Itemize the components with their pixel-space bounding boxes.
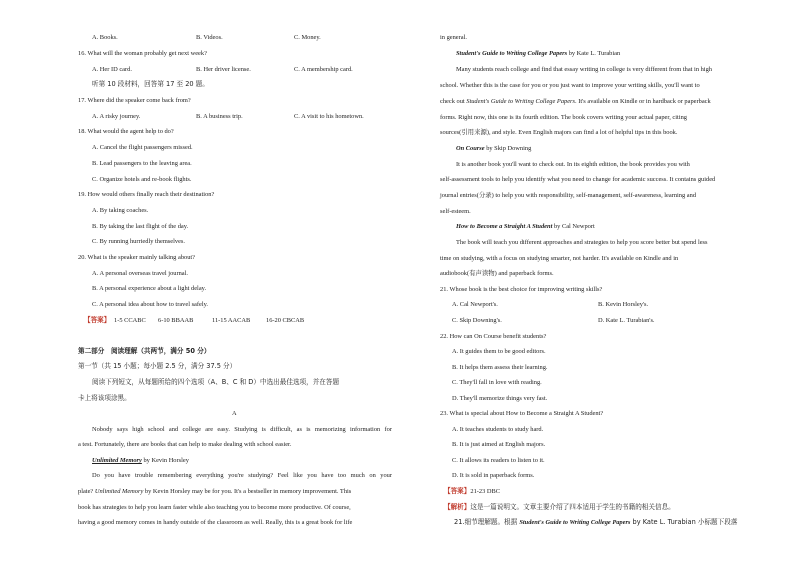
paragraph-line: Nobody says high school and college are easy. Studying is difficult, as is memorizing information for [92,426,392,433]
paragraph-line: time on studying, with a focus on studying smarter, not harder. It's available on Kindle and in [440,255,679,262]
answer-tag: 【答案】 [444,487,471,495]
answer-group: 11-15 AACAB [212,317,251,324]
option: A. Cal Newport's. [452,301,498,308]
question-18: 18. What would the agent help to do? [78,128,174,135]
question-22: 22. How can On Course benefit students? [440,333,547,340]
book-title: Student's Guide to Writing College Papers [466,98,576,105]
book-title: Unlimited Memory [92,457,142,464]
question-23: 23. What is special about How to Become a Straight A Student? [440,410,604,417]
instruction: 阅读下列短文，从每题所给的四个选项（A、B、C 和 D）中选出最佳选项，并在答题 [92,378,340,386]
text-span: by Kevin Horsley may be for you. It's a bestseller in memory improvement. This [143,488,352,495]
answer-tag: 【答案】 [84,316,111,324]
option: C. Skip Downing's. [452,317,502,324]
answer-group: 16-20 CBCAB [266,317,305,324]
option: C. By running hurriedly themselves. [92,238,186,245]
part2-title: 第二部分 阅读理解（共两节，满分 50 分） [78,347,211,355]
question-16: 16. What will the woman probably get next week? [78,50,207,57]
book-title: Unlimited Memory [94,488,144,495]
option: A. A risky journey. [92,113,141,120]
q15-options [78,34,392,42]
paragraph-line: journal entries(分录) to help you with responsibility, self-management, self-awareness, learning and [440,192,697,199]
paragraph-line: It is another book you'll want to check out. In its eighth edition, the book provides you with [456,161,690,168]
book-title: How to Become a Straight A Student [456,223,553,230]
question-20: 20. What is the speaker mainly talking about? [78,254,196,261]
text-span: 21.细节理解题。根据 [454,518,520,526]
analysis-text: 这是一篇说明文。文章主要介绍了四本适用于学生的书籍的相关信息。 [470,503,675,511]
paragraph-line [440,98,711,106]
book-title: Student's Guide to Writing College Papers [456,50,568,57]
instruction: 卡上将该项涂黑。 [78,394,131,402]
option: D. Kate L. Turabian's. [598,317,655,324]
option: A. A personal overseas travel journal. [92,270,189,277]
answer-line [78,317,392,325]
answer-value: 21-23 DBC [470,488,501,495]
analysis-detail [454,519,737,527]
paragraph-line: audiobook(有声读物) and paperback forms. [440,270,554,277]
question-21: 21. Whose book is the best choice for improving writing skills? [440,286,603,293]
text-span: check out [440,98,467,105]
section1-heading: 第一节（共 15 小题；每小题 2.5 分，满分 37.5 分） [78,362,237,370]
paragraph-line: sources(引用来源), and style. Even English majors can find a lot of helpful tips in this book. [440,129,678,136]
paragraph-line: having a good memory comes in handy outside of the classroom as well. Really, this is a great book for life [78,519,353,526]
option: A. Cancel the flight passengers missed. [92,144,193,151]
text-span: by Kate L. Turabian 小标题下段落 [630,518,738,526]
paragraph-line: self-esteem. [440,208,471,215]
listening-instruction: 听第 10 段材料，回答第 17 至 20 题。 [92,80,209,88]
option: B. Her driver license. [196,66,251,73]
book-heading [456,50,620,58]
book-heading [456,223,595,231]
option: C. A visit to his hometown. [294,113,364,120]
option: C. A personal idea about how to travel safely. [92,301,209,308]
paragraph-line: self-assessment tools to help you identify what you need to change for academic success. It contains guided [440,176,716,183]
answer-line [444,488,500,496]
q21-options-row1 [440,301,746,309]
question-19: 19. How would others finally reach their destination? [78,191,215,198]
text-span: plate? [78,488,95,495]
paragraph-line: The book will teach you different approaches and strategies to help you score better but spend less [456,239,708,246]
option: A. Her ID card. [92,66,132,73]
option: B. It is just aimed at English majors. [452,441,546,448]
paragraph-line: a test. Fortunately, there are books that can help to make dealing with school easier. [78,441,292,448]
book-author: by Kate L. Turabian [567,50,621,57]
option: D. They'll memorize things very fast. [452,395,548,402]
paragraph-line [78,488,351,496]
option: B. It helps them assess their learning. [452,364,548,371]
option: A. It teaches students to study hard. [452,426,544,433]
paragraph-line: book has strategies to help you learn faster while also teaching you to become more productive. Of course, [78,504,351,511]
book-author: by Skip Downing [484,145,532,152]
q16-options [78,66,392,74]
question-17: 17. Where did the speaker come back from? [78,97,191,104]
book-author: by Cal Newport [552,223,595,230]
option: A. Books. [92,34,118,41]
analysis-line [444,504,675,512]
passage-label: A [232,410,237,417]
option: B. Lead passengers to the leaving area. [92,160,192,167]
book-heading [456,145,531,153]
q21-options-row2 [440,317,746,325]
option: B. A business trip. [196,113,243,120]
answer-group: 6-10 BBAAB [158,317,194,324]
q17-options [78,113,392,121]
option: D. It is sold in paperback forms. [452,472,535,479]
option: B. By taking the last flight of the day. [92,223,189,230]
book-title: Student's Guide to Writing College Papers [519,519,631,526]
book-heading [92,457,189,465]
option: C. They'll fall in love with reading. [452,379,542,386]
option: C. Money. [294,34,321,41]
option: B. Kevin Horsley's. [598,301,649,308]
book-author: by Kevin Horsley [141,457,189,464]
paragraph-line: Do you have trouble remembering everything you're studying? Feel like you have too much on your [92,472,392,479]
paragraph-line: forms. Right now, this one is its fourth edition. The book covers writing your actual paper, citing [440,114,687,121]
paragraph-line: in general. [440,34,467,41]
option: C. A membership card. [294,66,353,73]
paragraph-line: school. Whether this is the case for you or you just want to improve your writing skills, you'll want to [440,82,700,89]
paragraph-line: Many students reach college and find that essay writing in college is very different from that in high [456,66,712,73]
answer-group: 1-5 CCABC [114,317,146,324]
option: C. It allows its readers to listen to it. [452,457,545,464]
option: A. By taking coaches. [92,207,149,214]
option: A. It guides them to be good editors. [452,348,546,355]
book-title: On Course [456,145,485,152]
option: C. Organize hotels and re-book flights. [92,176,192,183]
text-span: . It's available on Kindle or in hardback or paperback [575,98,711,105]
option: B. Videos. [196,34,223,41]
option: B. A personal experience about a light delay. [92,285,207,292]
analysis-tag: 【解析】 [444,503,471,511]
